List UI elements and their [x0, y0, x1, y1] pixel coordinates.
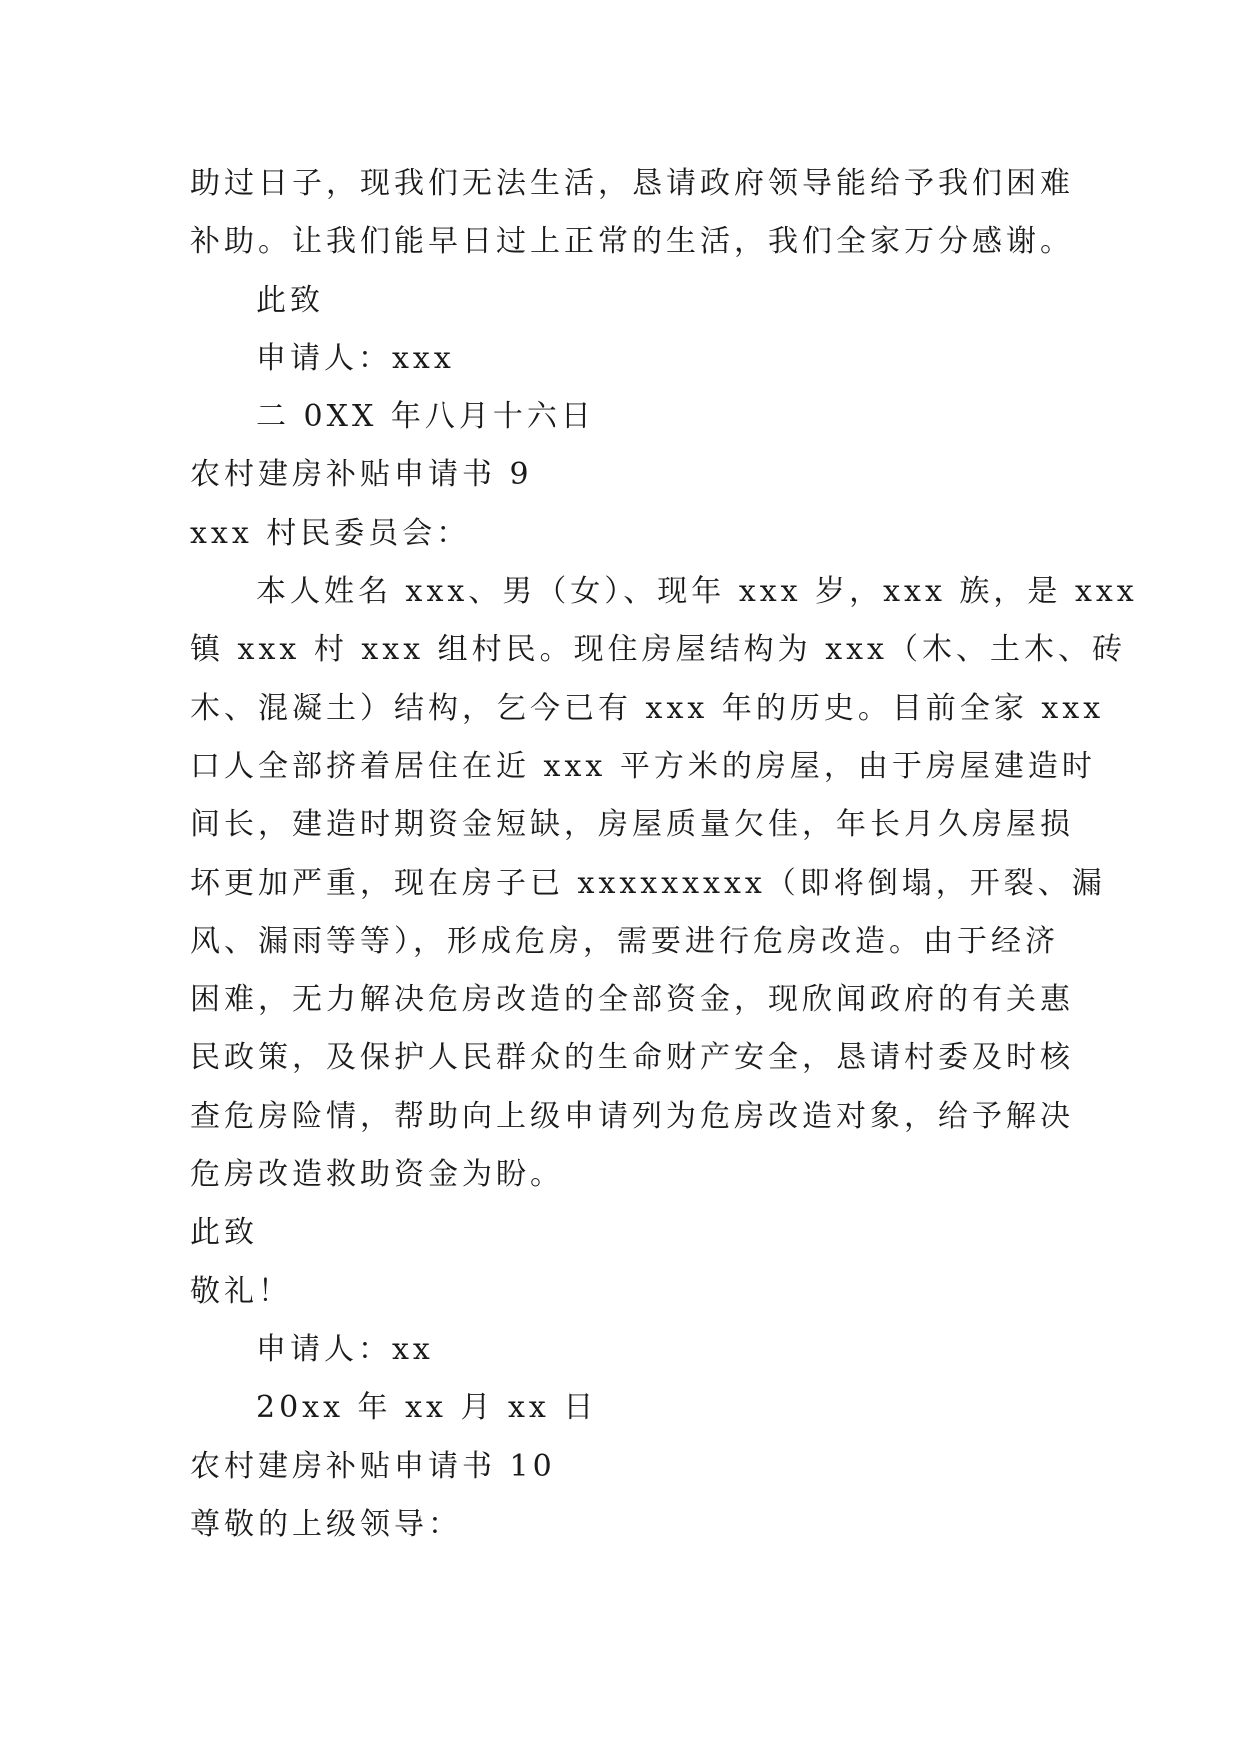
paragraph-line: 间长，建造时期资金短缺，房屋质量欠佳，年长月久房屋损 — [190, 807, 1074, 843]
paragraph-line: 危房改造救助资金为盼。 — [190, 1157, 564, 1193]
paragraph-line: 木、混凝土）结构，乞今已有 xxx 年的历史。目前全家 xxx — [190, 690, 1105, 726]
applicant-signature: 申请人：xx — [256, 1331, 434, 1367]
paragraph-line: 民政策，及保护人民群众的生命财产安全，恳请村委及时核 — [190, 1040, 1074, 1076]
paragraph-line: 镇 xxx 村 xxx 组村民。现住房屋结构为 xxx（木、土木、砖 — [190, 632, 1126, 668]
recipient-line: 尊敬的上级领导： — [190, 1506, 462, 1542]
paragraph-line: 困难，无力解决危房改造的全部资金，现欣闻政府的有关惠 — [190, 982, 1074, 1018]
letter-date: 二 0XX 年八月十六日 — [256, 399, 595, 435]
paragraph-line: 补助。让我们能早日过上正常的生活，我们全家万分感谢。 — [190, 224, 1074, 260]
document-page — [190, 155, 1138, 1554]
applicant-signature: 申请人：xxx — [256, 340, 455, 376]
recipient-line: xxx 村民委员会： — [190, 515, 471, 551]
closing-salutation: 此致 — [256, 282, 324, 318]
paragraph-line: 本人姓名 xxx、男（女）、现年 xxx 岁，xxx 族，是 xxx — [256, 574, 1138, 610]
paragraph-line: 坏更加严重，现在房子已 xxxxxxxxx（即将倒塌，开裂、漏 — [190, 865, 1106, 901]
closing-salutation: 此致 — [190, 1215, 258, 1251]
paragraph-line: 助过日子，现我们无法生活，恳请政府领导能给予我们困难 — [190, 166, 1074, 201]
paragraph-line: 风、漏雨等等），形成危房，需要进行危房改造。由于经济 — [190, 923, 1059, 959]
paragraph-line: 查危房险情，帮助向上级申请列为危房改造对象，给予解决 — [190, 1098, 1074, 1134]
letter-date: 20xx 年 xx 月 xx 日 — [256, 1390, 598, 1426]
section-heading: 农村建房补贴申请书 10 — [190, 1448, 556, 1484]
section-heading: 农村建房补贴申请书 9 — [190, 457, 533, 493]
closing-regards: 敬礼！ — [190, 1273, 292, 1309]
paragraph-line: 口人全部挤着居住在近 xxx 平方米的房屋，由于房屋建造时 — [190, 748, 1096, 784]
